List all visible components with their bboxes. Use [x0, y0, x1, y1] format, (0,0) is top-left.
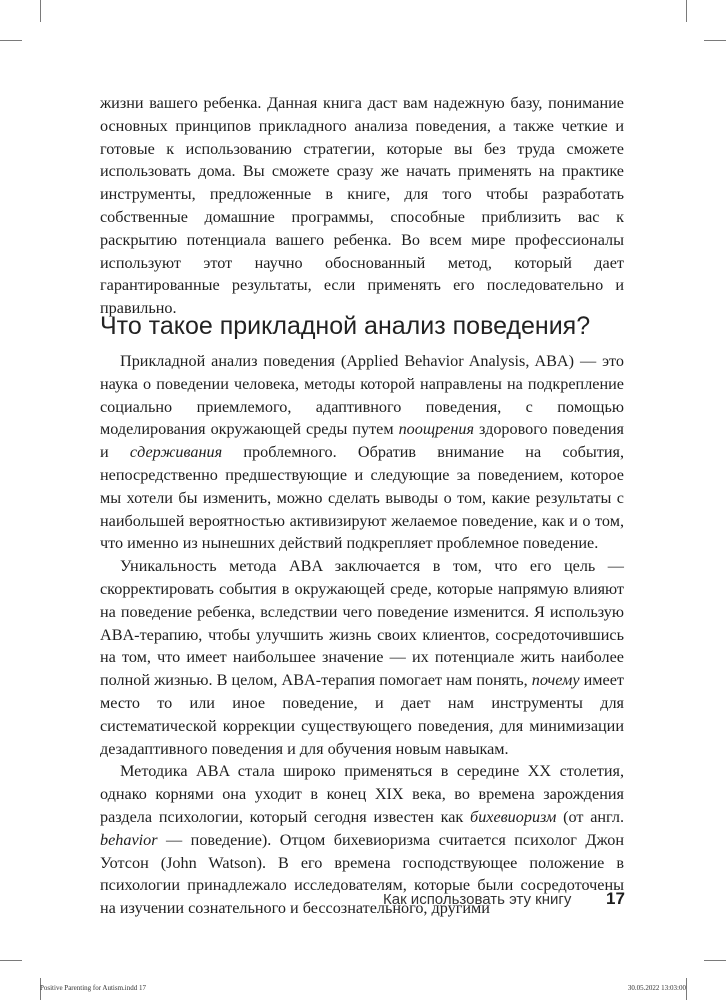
crop-mark-left-top: [0, 40, 22, 41]
p3-emphasis-2: behavior: [100, 830, 158, 849]
body-paragraph-2: [100, 555, 624, 760]
crop-mark-top-right: [686, 0, 687, 22]
page-number: 17: [606, 889, 625, 908]
intro-paragraph: жизни вашего ребенка. Данная книга даст вам надежную базу, понимание основных принципов прикладного анализа поведения, а также четкие и готовые к использованию стратегии, которые вы без труда сможете использовать дома. Вы сможете сразу же начать применять на практике инструменты, предложенные в книге, для того чтобы разработать собственные домашние программы, способные приблизить вас к раскрытию потенциала вашего ребенка. Во всем мире профессионалы используют этот научно обоснованный метод, который дает гарантированные результаты, если применять его последовательно и правильно.: [100, 94, 624, 318]
p1-emphasis-1: поощрения: [398, 420, 475, 439]
body-paragraph-1: [100, 350, 624, 555]
p3-text-a: Методика ABA стала широко применяться в середине XX столетия, однако корнями она уходит в конец XIX века, во времена зарождения раздела психологии, который сегодня известен как: [100, 762, 624, 826]
crop-mark-bottom-right: [686, 978, 687, 1000]
slug-timestamp: 30.05.2022 13:03:00: [627, 984, 686, 992]
p1-text-b: здорового поведения и: [100, 420, 624, 462]
section-heading: Что такое прикладной анализ поведения?: [100, 312, 591, 340]
crop-mark-right-bottom: [704, 960, 726, 961]
p3-text-b: (от англ.: [556, 807, 624, 826]
p3-text-c: — поведение). Отцом бихевиоризма считается психолог Джон Уотсон (John Watson). В его времена господствующее положение в психологии принадлежало исследователям, которые были сосредоточены на изучении сознательного и бессознательного, другими: [100, 830, 624, 918]
section-body: [100, 350, 624, 920]
p1-emphasis-2: сдерживания: [129, 443, 223, 462]
running-footer-title: Как использовать эту книгу: [383, 891, 572, 908]
p1-text-a: Прикладной анализ поведения (Applied Behavior Analysis, ABA) — это наука о поведении человека, методы которой направлены на подкрепление социально приемлемого, адаптивного поведения, с помощью моделирования окружающей среды путем: [100, 352, 624, 439]
p1-text-c: проблемного. Обратив внимание на события, непосредственно предшествующие и следующие за поведением, которое мы хотели бы изменить, можно сделать выводы о том, какие результаты с наибольшей вероятностью активизируют желаемое поведение, как и о том, что именно из нынешних действий подкрепляет проблемное поведение.: [100, 443, 624, 553]
crop-mark-right-top: [704, 40, 726, 41]
p2-text-a: Уникальность метода ABA заключается в том, что его цель — скорректировать события в окружающей среде, которые напрямую влияют на поведение ребенка, вследствии чего поведение изменится. Я использую ABA-терапию, чтобы улучшить жизнь своих клиентов, сосредоточившись на том, что имеет наибольшее значение — их потенциале жить наиболее полной жизнью. В целом, ABA-терапия помогает нам понять,: [100, 557, 624, 690]
crop-mark-left-bottom: [0, 960, 22, 961]
slug-filename: Positive Parenting for Autism.indd 17: [40, 984, 146, 992]
intro-paragraph-block: [100, 92, 624, 320]
p2-emphasis-1: почему: [531, 671, 580, 690]
p2-text-b: имеет место то или иное поведение, и дает нам инструменты для систематической коррекции существующего поведения, для минимизации дезадаптивного поведения и для обучения новым навыкам.: [100, 671, 624, 758]
p3-emphasis-1: бихевиоризм: [470, 807, 557, 826]
crop-mark-top-left: [40, 0, 41, 22]
